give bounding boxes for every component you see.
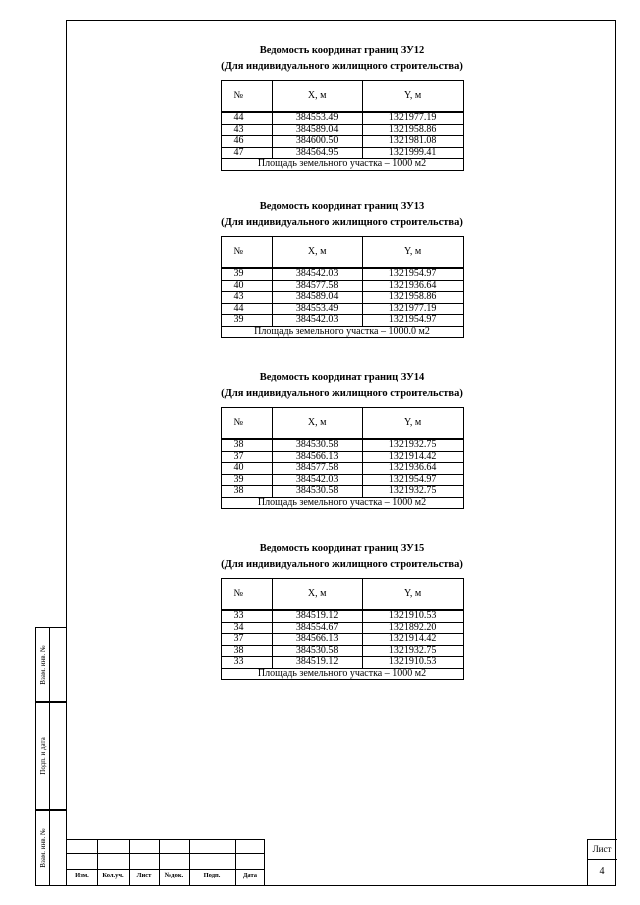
column-header: Y, м: [362, 237, 463, 269]
cell-n: 38: [221, 645, 272, 657]
cell-x: 384519.12: [272, 610, 362, 622]
cell-y: 1321999.41: [362, 147, 463, 159]
side-strip-inv: [35, 810, 66, 886]
cell-n: 47: [221, 147, 272, 159]
cell-n: 37: [221, 634, 272, 646]
cell-x: 384530.58: [272, 645, 362, 657]
section-subtitle: (Для индивидуального жилищного строительства): [221, 61, 463, 72]
coord-table: [221, 236, 464, 338]
cell-y: 1321932.75: [362, 645, 463, 657]
section-title: Ведомость координат границ ЗУ12: [259, 45, 425, 56]
table-row: [221, 315, 463, 327]
cell-n: 39: [221, 474, 272, 486]
table-header-row: [221, 237, 463, 269]
cell-y: 1321981.08: [362, 136, 463, 148]
stamp-header-koluch: Кол.уч.: [102, 872, 124, 879]
table-row: [221, 280, 463, 292]
table-row: [221, 474, 463, 486]
cell-n: 46: [221, 136, 272, 148]
column-header: Y, м: [362, 81, 463, 113]
column-header: Y, м: [362, 408, 463, 440]
cell-y: 1321932.75: [362, 486, 463, 498]
table-row: [221, 645, 463, 657]
cell-n: 43: [221, 292, 272, 304]
coord-table: [221, 578, 464, 680]
cell-x: 384577.58: [272, 280, 362, 292]
cell-n: 44: [221, 303, 272, 315]
cell-n: 39: [221, 268, 272, 280]
table-row: [221, 657, 463, 669]
cell-x: 384530.58: [272, 439, 362, 451]
sheet-label: Лист: [592, 844, 612, 854]
cell-n: 38: [221, 439, 272, 451]
cell-n: 39: [221, 315, 272, 327]
cell-n: 40: [221, 463, 272, 475]
coord-table: [221, 407, 464, 509]
sheet-number: 4: [599, 866, 605, 877]
side-strip-vzam: [35, 627, 66, 702]
side-label-vzam: Взам. инв. №: [38, 644, 47, 685]
column-header: №: [221, 408, 272, 440]
table-row: [221, 610, 463, 622]
cell-x: 384577.58: [272, 463, 362, 475]
cell-x: 384600.50: [272, 136, 362, 148]
table-header-row: [221, 81, 463, 113]
area-cell: Площадь земельного участка – 1000 м2: [221, 497, 463, 509]
cell-x: 384530.58: [272, 486, 362, 498]
cell-y: 1321954.97: [362, 474, 463, 486]
coord-section: [67, 541, 617, 680]
cell-y: 1321892.20: [362, 622, 463, 634]
column-header: №: [221, 81, 272, 113]
table-header-row: [221, 408, 463, 440]
cell-x: 384564.95: [272, 147, 362, 159]
cell-y: 1321936.64: [362, 463, 463, 475]
coord-section: [67, 43, 617, 171]
title-block: [67, 839, 617, 885]
page-frame: [66, 20, 616, 886]
cell-y: 1321914.42: [362, 634, 463, 646]
cell-n: 37: [221, 451, 272, 463]
stamp-header-ndok: №док.: [164, 872, 184, 879]
cell-x: 384553.49: [272, 112, 362, 124]
cell-y: 1321910.53: [362, 657, 463, 669]
section-subtitle: (Для индивидуального жилищного строительства): [221, 217, 463, 228]
cell-y: 1321954.97: [362, 268, 463, 280]
stamp-header-podp: Подп.: [203, 872, 221, 879]
cell-y: 1321936.64: [362, 280, 463, 292]
table-row: [221, 486, 463, 498]
area-cell: Площадь земельного участка – 1000.0 м2: [221, 326, 463, 338]
section-title: Ведомость координат границ ЗУ15: [259, 543, 425, 554]
table-row: [221, 634, 463, 646]
column-header: X, м: [272, 237, 362, 269]
cell-n: 33: [221, 657, 272, 669]
side-strip-podp: [35, 702, 66, 810]
cell-x: 384589.04: [272, 292, 362, 304]
cell-y: 1321954.97: [362, 315, 463, 327]
cell-x: 384566.13: [272, 634, 362, 646]
cell-x: 384542.03: [272, 315, 362, 327]
table-row: [221, 147, 463, 159]
cell-y: 1321914.42: [362, 451, 463, 463]
cell-x: 384542.03: [272, 474, 362, 486]
cell-n: 43: [221, 124, 272, 136]
column-header: X, м: [272, 408, 362, 440]
table-row: [221, 303, 463, 315]
cell-y: 1321958.86: [362, 292, 463, 304]
section-subtitle: (Для индивидуального жилищного строительства): [221, 388, 463, 399]
cell-x: 384566.13: [272, 451, 362, 463]
area-cell: Площадь земельного участка – 1000 м2: [221, 159, 463, 171]
table-row: [221, 622, 463, 634]
cell-x: 384542.03: [272, 268, 362, 280]
stamp-header-list: Лист: [136, 872, 152, 879]
cell-y: 1321977.19: [362, 112, 463, 124]
side-label-podp: Подп. и дата: [38, 737, 47, 775]
side-label-inv: Взам. инв. №: [38, 828, 47, 868]
cell-n: 33: [221, 610, 272, 622]
coord-table: [221, 80, 464, 171]
column-header: Y, м: [362, 579, 463, 611]
stamp-header-izm: Изм.: [75, 872, 89, 879]
coord-section: [67, 199, 617, 338]
section-title: Ведомость координат границ ЗУ14: [259, 372, 425, 383]
cell-x: 384553.49: [272, 303, 362, 315]
column-header: X, м: [272, 579, 362, 611]
table-row: [221, 439, 463, 451]
column-header: №: [221, 237, 272, 269]
cell-n: 34: [221, 622, 272, 634]
column-header: X, м: [272, 81, 362, 113]
cell-y: 1321910.53: [362, 610, 463, 622]
cell-x: 384589.04: [272, 124, 362, 136]
table-row: [221, 451, 463, 463]
cell-n: 38: [221, 486, 272, 498]
coord-section: [67, 370, 617, 509]
table-row: [221, 136, 463, 148]
column-header: №: [221, 579, 272, 611]
cell-y: 1321932.75: [362, 439, 463, 451]
section-title: Ведомость координат границ ЗУ13: [259, 201, 425, 212]
table-row: [221, 292, 463, 304]
cell-y: 1321977.19: [362, 303, 463, 315]
cell-y: 1321958.86: [362, 124, 463, 136]
table-row: [221, 124, 463, 136]
cell-n: 44: [221, 112, 272, 124]
stamp-header-data: Дата: [242, 872, 258, 879]
cell-x: 384519.12: [272, 657, 362, 669]
cell-x: 384554.67: [272, 622, 362, 634]
table-header-row: [221, 579, 463, 611]
cell-n: 40: [221, 280, 272, 292]
table-row: [221, 268, 463, 280]
table-row: [221, 463, 463, 475]
table-row: [221, 112, 463, 124]
section-subtitle: (Для индивидуального жилищного строительства): [221, 559, 463, 570]
area-cell: Площадь земельного участка – 1000 м2: [221, 668, 463, 680]
